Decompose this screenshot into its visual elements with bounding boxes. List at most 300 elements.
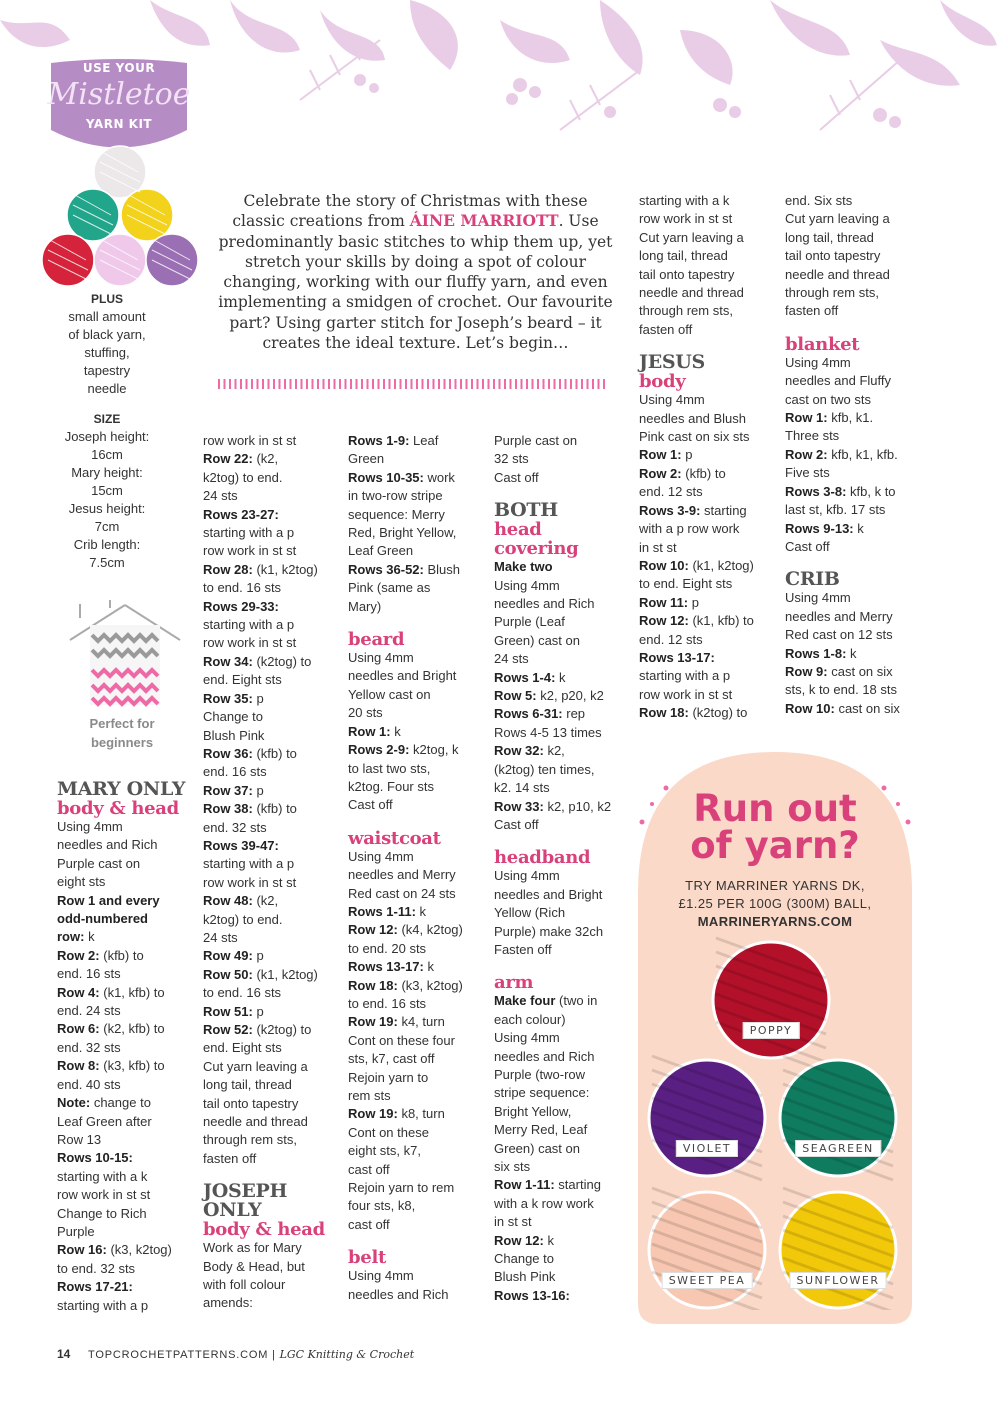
pattern-line: row work in st st xyxy=(203,433,297,448)
pattern-line: Cont on these four xyxy=(348,1032,455,1048)
pattern-line: Using 4mm xyxy=(639,392,705,408)
badge-top-text: USE YOUR xyxy=(82,61,156,75)
page-footer xyxy=(57,1347,414,1361)
row-instruction: starting xyxy=(554,1177,601,1193)
row-label: Rows 10-15: xyxy=(57,1150,133,1166)
row-label: Rows 13-17: xyxy=(348,959,424,975)
pattern-line xyxy=(785,700,925,718)
pattern-line: starting with a p xyxy=(639,668,731,684)
run-out-title-line: Run out xyxy=(693,787,857,830)
row-label: Rows 1-9: xyxy=(348,433,410,448)
pattern-line: 24 sts xyxy=(203,929,238,945)
pattern-line xyxy=(639,557,779,575)
pattern-line xyxy=(494,992,634,1010)
plus-line: of black yarn, xyxy=(68,327,146,342)
pattern-line: starting with a p xyxy=(203,525,295,541)
row-instruction: (k2tog) to xyxy=(252,1022,312,1037)
size-line: 16cm xyxy=(91,447,123,462)
pattern-line: end. 16 sts xyxy=(57,966,121,982)
row-label: Row 22: xyxy=(203,451,253,467)
spacer xyxy=(494,834,634,848)
row-instruction: k xyxy=(415,903,427,919)
size-line: Joseph height: xyxy=(64,429,150,444)
row-instruction: p xyxy=(681,447,693,463)
pattern-line xyxy=(203,800,343,818)
pattern-line: stripe sequence: xyxy=(494,1085,590,1101)
pattern-line xyxy=(203,947,343,965)
pattern-line: Change to xyxy=(203,709,263,725)
swatch-label: POPPY xyxy=(743,1022,800,1039)
row-label: Row 1: xyxy=(639,447,682,463)
size-line: 15cm xyxy=(91,483,123,498)
pattern-line xyxy=(494,558,634,576)
pattern-line: needles and Fluffy xyxy=(785,373,891,389)
pattern-line xyxy=(494,1176,634,1194)
row-instruction: (k2, kfb) to xyxy=(99,1021,165,1037)
pattern-line: needles and Rich xyxy=(57,837,158,853)
pattern-line: Pink cast on six sts xyxy=(639,429,750,445)
row-instruction: cast on six xyxy=(827,663,893,679)
pattern-line: Cont on these xyxy=(348,1124,429,1140)
row-label: Row 38: xyxy=(203,801,253,817)
pattern-line xyxy=(785,483,925,501)
pattern-line: needles and Blush xyxy=(639,410,746,426)
section-heading: arm xyxy=(494,972,534,994)
pattern-line: Red cast on 12 sts xyxy=(785,627,893,643)
row-label: Row 18: xyxy=(348,977,398,993)
intro-text: . Use predominantly basic stitches to whip them up, yet stretch your skills by doing a spot of colour changing, working with our fluffy yarn, and even implementing a smidgen of crochet. Our favourite part? Using garter stitch for Joseph’s beard – it creates the ideal texture. Let’s begin… xyxy=(218,212,613,353)
row-instruction: (two in xyxy=(555,993,598,1009)
section-heading: waistcoat xyxy=(348,827,441,849)
row-label: Row 12: xyxy=(494,1232,544,1248)
row-instruction: (kfb) to xyxy=(681,465,726,481)
pattern-line: eight sts xyxy=(57,874,106,890)
pattern-line: needle and thread xyxy=(203,1114,308,1130)
row-instruction: k4, turn xyxy=(397,1014,445,1030)
row-instruction: kfb, k to xyxy=(846,483,896,499)
row-instruction: (k2, xyxy=(252,893,279,909)
pattern-line: starting with a p xyxy=(203,617,295,633)
section-heading: MARY ONLY xyxy=(57,778,186,800)
spacer xyxy=(494,959,634,973)
pattern-line xyxy=(203,690,343,708)
pattern-line xyxy=(57,1241,197,1259)
marriner-url[interactable]: MARRINERYARNS.COM xyxy=(697,914,853,929)
pattern-line: through rem sts, xyxy=(785,285,879,301)
pattern-line: end. 40 sts xyxy=(57,1076,121,1092)
row-instruction: k xyxy=(423,959,434,975)
row-label: Rows 17-21: xyxy=(57,1279,133,1295)
pattern-line xyxy=(494,1232,634,1250)
pattern-line: sts, k to end. 18 sts xyxy=(785,682,897,698)
section-heading: body xyxy=(639,371,686,393)
run-out-subtitle xyxy=(638,877,912,931)
pattern-line xyxy=(203,450,343,468)
pattern-column-2 xyxy=(203,432,343,1313)
pattern-line xyxy=(785,645,925,663)
pattern-line: Using 4mm xyxy=(785,590,851,606)
pattern-line: needle and thread xyxy=(785,266,890,282)
swatch-label: VIOLET xyxy=(676,1140,738,1157)
section-heading: blanket xyxy=(785,333,860,355)
pattern-line: needles and Merry xyxy=(785,608,893,624)
row-instruction: (k3, k2tog) xyxy=(106,1242,172,1258)
run-out-sub-line: £1.25 PER 100G (300M) BALL, xyxy=(678,896,872,911)
row-instruction: (kfb) to xyxy=(252,745,297,761)
pattern-line: four sts, k8, xyxy=(348,1198,416,1214)
row-label: Rows 6-31: xyxy=(494,706,563,722)
pattern-line: Purple) make 32ch xyxy=(494,923,604,939)
row-label: Row 10: xyxy=(785,700,835,716)
pattern-line: Mary) xyxy=(348,598,382,614)
pattern-line: Green xyxy=(348,451,385,467)
row-instruction: k xyxy=(84,929,95,945)
pattern-line xyxy=(639,612,779,630)
pattern-column-1 xyxy=(57,780,197,1315)
pattern-line xyxy=(57,1057,197,1075)
pattern-line xyxy=(203,506,343,524)
row-label: Row 2: xyxy=(639,465,682,481)
pattern-line: to end. 16 sts xyxy=(203,985,282,1001)
pattern-line: Leaf Green after xyxy=(57,1113,152,1129)
pattern-line xyxy=(57,1094,197,1112)
pattern-line xyxy=(348,1105,488,1123)
row-label: Rows 1-8: xyxy=(785,645,847,661)
pattern-line: Cut yarn leaving a xyxy=(203,1058,308,1074)
row-instruction: (k3, kfb) to xyxy=(99,1058,165,1074)
section-heading: body & head xyxy=(57,798,179,819)
size-line: 7.5cm xyxy=(89,555,125,570)
pattern-line xyxy=(203,782,343,800)
pattern-line xyxy=(57,947,197,965)
pattern-line xyxy=(494,798,634,816)
row-label: Row 12: xyxy=(348,922,398,938)
section-heading: CRIB xyxy=(785,568,840,591)
pattern-line: Cast off xyxy=(785,538,830,554)
pattern-line: Purple xyxy=(57,1223,95,1239)
pattern-line: long tail, thread xyxy=(785,229,874,245)
section-heading: body & head xyxy=(203,1219,325,1241)
section-heading: JESUS xyxy=(639,351,705,374)
spacer xyxy=(348,815,488,829)
section-heading: beard xyxy=(348,629,405,651)
row-instruction: p xyxy=(252,1003,264,1019)
pattern-line: k2tog. Four sts xyxy=(348,778,434,794)
pattern-line: Body & Head, but xyxy=(203,1258,305,1274)
pattern-line: to end. 32 sts xyxy=(57,1260,136,1276)
row-label: Row 51: xyxy=(203,1003,253,1019)
row-label: Row 1-11: xyxy=(494,1177,555,1193)
intro-paragraph xyxy=(218,191,613,353)
pattern-line xyxy=(639,502,779,520)
row-label: Row 6: xyxy=(57,1021,100,1037)
pattern-line: Purple cast on xyxy=(57,855,141,871)
row-label: Row 37: xyxy=(203,782,253,798)
pattern-line: needles and Bright xyxy=(494,886,603,902)
section-heading: headband xyxy=(494,847,591,869)
row-instruction: k xyxy=(543,1232,554,1248)
pattern-line: (k2tog) ten times, xyxy=(494,761,595,777)
pattern-line: Green) cast on xyxy=(494,632,580,648)
pattern-line: cast off xyxy=(348,1216,390,1232)
row-instruction: k2tog, k xyxy=(409,742,459,758)
row-label: Row 1 and every xyxy=(57,892,160,908)
row-label: Rows 23-27: xyxy=(203,506,279,522)
pattern-line: Change to xyxy=(494,1251,554,1267)
row-instruction: kfb, k1. xyxy=(827,410,874,426)
pattern-line: Cast off xyxy=(494,469,539,485)
pattern-line: k2tog) to end. xyxy=(203,911,283,927)
row-label: Row 5: xyxy=(494,688,537,704)
row-label: Rows 2-9: xyxy=(348,742,410,758)
pattern-line xyxy=(348,977,488,995)
pattern-line: end. 32 sts xyxy=(57,1039,121,1055)
row-instruction: p xyxy=(688,594,699,610)
size-line: 7cm xyxy=(94,519,120,534)
pattern-line: tail onto tapestry xyxy=(639,266,735,282)
pattern-line: end. 16 sts xyxy=(203,764,267,780)
pattern-line: Using 4mm xyxy=(348,650,414,666)
pattern-line: Using 4mm xyxy=(348,848,414,864)
row-instruction: (kfb) to xyxy=(252,801,297,817)
pattern-line: eight sts, k7, xyxy=(348,1143,421,1159)
pattern-line: needle and thread xyxy=(639,285,744,301)
pattern-line xyxy=(348,741,488,759)
pattern-line: end. 24 sts xyxy=(57,1003,121,1019)
pattern-line xyxy=(203,1003,343,1021)
pattern-line: last st, kfb. 17 sts xyxy=(785,502,886,518)
row-instruction: (k1, kfb) to xyxy=(688,613,754,629)
row-label: Row 2: xyxy=(57,947,100,963)
pattern-line xyxy=(57,928,197,946)
row-instruction: k xyxy=(555,669,566,685)
pattern-column-5 xyxy=(639,192,779,723)
size-line: Jesus height: xyxy=(68,501,146,516)
pattern-line: cast off xyxy=(348,1161,390,1177)
pattern-line: Pink (same as xyxy=(348,580,431,596)
pattern-line: Using 4mm xyxy=(494,868,560,884)
pattern-line: end. 12 sts xyxy=(639,484,703,500)
perfect-line: Perfect for xyxy=(89,716,155,731)
row-label: Rows 13-17: xyxy=(639,649,715,665)
pattern-line: in st st xyxy=(639,539,677,555)
pattern-line: Work as for Mary xyxy=(203,1240,302,1256)
pattern-line xyxy=(57,1149,197,1167)
pattern-line xyxy=(203,966,343,984)
row-instruction: change to xyxy=(90,1095,151,1111)
run-out-title-line: of yarn? xyxy=(690,824,860,867)
row-label: Row 2: xyxy=(785,446,828,462)
row-label: Row 8: xyxy=(57,1058,100,1074)
pattern-line: tail onto tapestry xyxy=(203,1095,299,1111)
row-instruction: k2, xyxy=(543,743,565,759)
pattern-line: needles and Rich xyxy=(348,1286,449,1302)
pattern-line: through rem sts, xyxy=(639,303,733,319)
pattern-line: end. 12 sts xyxy=(639,631,703,647)
row-instruction: (k2tog) to xyxy=(252,653,312,669)
row-instruction: work xyxy=(423,469,455,485)
row-label: row: xyxy=(57,929,85,945)
yarn-balls-illustration xyxy=(40,140,200,300)
pattern-line xyxy=(203,892,343,910)
row-label: Rows 13-16: xyxy=(494,1287,570,1303)
size-line: Crib length: xyxy=(73,537,141,552)
pattern-line: Merry Red, Leaf xyxy=(494,1122,588,1138)
row-instruction: rep xyxy=(562,706,586,722)
badge-title: Mistletoe xyxy=(47,77,191,112)
pattern-line: long tail, thread xyxy=(639,248,728,264)
row-instruction: k xyxy=(846,645,857,661)
row-label: Row 35: xyxy=(203,690,253,706)
row-instruction: k2, p20, k2 xyxy=(536,688,604,704)
row-label: Row 12: xyxy=(639,613,689,629)
pattern-line: Purple (two-row xyxy=(494,1066,586,1082)
row-instruction: (k3, k2tog) xyxy=(397,977,463,993)
pattern-line: needles and Rich xyxy=(494,596,595,612)
pattern-line: with foll colour xyxy=(203,1277,286,1293)
size-line: Mary height: xyxy=(71,465,143,480)
pattern-line xyxy=(57,892,197,910)
pattern-line xyxy=(203,653,343,671)
swatch-label: SUNFLOWER xyxy=(790,1272,887,1289)
pattern-line: with a k row work xyxy=(494,1195,594,1211)
pattern-line: Bright Yellow, xyxy=(494,1103,572,1119)
pattern-line: Cut yarn leaving a xyxy=(639,229,744,245)
row-label: Row 34: xyxy=(203,653,253,669)
pattern-line: row work in st st xyxy=(639,211,733,227)
swatch-label: SWEET PEA xyxy=(662,1272,753,1289)
pattern-line: Using 4mm xyxy=(494,1030,560,1046)
pattern-line xyxy=(348,921,488,939)
pattern-line: starting with a k xyxy=(57,1168,148,1184)
row-label: Row 48: xyxy=(203,893,253,909)
pattern-line xyxy=(348,469,488,487)
row-label: Row 49: xyxy=(203,948,253,964)
row-instruction: (k2, xyxy=(252,451,279,467)
pattern-line xyxy=(494,669,634,687)
pattern-line xyxy=(639,465,779,483)
pattern-line xyxy=(57,984,197,1002)
row-label: Row 33: xyxy=(494,798,544,814)
intro-text: Celebrate the story of Christmas with these classic creations from xyxy=(232,192,588,231)
row-instruction: Leaf xyxy=(409,433,439,448)
pattern-line: Using 4mm xyxy=(494,577,560,593)
pattern-line: Cast off xyxy=(494,816,539,832)
row-label: Rows 29-33: xyxy=(203,598,279,614)
plus-line: small amount xyxy=(68,309,146,324)
pattern-line: end. Eight sts xyxy=(203,1040,282,1056)
pattern-line: needles and Merry xyxy=(348,867,456,883)
row-label: Rows 1-11: xyxy=(348,903,416,919)
pattern-line: rem sts xyxy=(348,1088,391,1103)
pattern-line xyxy=(203,837,343,855)
row-label: Rows 3-9: xyxy=(639,502,701,518)
row-label: Row 19: xyxy=(348,1014,398,1030)
pattern-line: sts, k7, cast off xyxy=(348,1051,435,1067)
row-instruction: (k1, k2tog) xyxy=(688,557,754,573)
row-instruction: (kfb) to xyxy=(99,947,144,963)
pattern-line: to end. 16 sts xyxy=(203,580,282,596)
plus-line: tapestry xyxy=(83,363,131,378)
pattern-line: Yellow (Rich xyxy=(494,905,566,921)
row-label: Row 16: xyxy=(57,1242,107,1258)
row-instruction: p xyxy=(252,782,264,798)
pattern-line: Purple cast on xyxy=(494,433,578,448)
pattern-line xyxy=(494,742,634,760)
pattern-line xyxy=(639,594,779,612)
perfect-for-beginners-label xyxy=(57,714,187,752)
pattern-line xyxy=(639,446,779,464)
row-instruction: k8, turn xyxy=(397,1106,445,1122)
pattern-line: Red, Bright Yellow, xyxy=(348,525,457,541)
pattern-line: 20 sts xyxy=(348,705,383,721)
size-heading: SIZE xyxy=(93,412,121,426)
pattern-line xyxy=(57,1020,197,1038)
pattern-line: 24 sts xyxy=(203,488,238,504)
pattern-line xyxy=(494,687,634,705)
run-out-title xyxy=(638,787,912,867)
pattern-column-3 xyxy=(348,432,488,1304)
row-label: Row 50: xyxy=(203,966,253,982)
section-heading: BOTH xyxy=(494,499,558,522)
footer-site: TOPCROCHETPATTERNS.COM | xyxy=(88,1349,276,1361)
pattern-line: Purple (Leaf xyxy=(494,614,565,630)
pattern-line: Blush Pink xyxy=(203,727,265,743)
pattern-line: end. 32 sts xyxy=(203,819,267,835)
row-label: Row 52: xyxy=(203,1022,253,1037)
author-name: ÁINE MARRIOTT xyxy=(409,211,559,231)
pattern-line: Yellow cast on xyxy=(348,686,431,702)
pattern-line: Red cast on 24 sts xyxy=(348,885,456,901)
row-instruction: k xyxy=(853,520,864,536)
pattern-line: Rejoin yarn to rem xyxy=(348,1180,455,1196)
row-label: Rows 39-47: xyxy=(203,837,279,853)
pattern-line: row work in st st xyxy=(203,543,297,559)
row-label: odd-numbered xyxy=(57,911,148,927)
pattern-line: fasten off xyxy=(785,303,839,319)
pattern-line xyxy=(348,723,488,741)
pattern-line: Using 4mm xyxy=(785,354,851,370)
row-instruction: (k2tog) to xyxy=(688,705,748,721)
run-out-sub-line: TRY MARRINER YARNS DK, xyxy=(685,878,865,893)
pattern-line xyxy=(785,409,925,427)
pattern-line: long tail, thread xyxy=(203,1077,292,1093)
pattern-line: row work in st st xyxy=(203,635,297,651)
row-label: Row 9: xyxy=(785,663,828,679)
dashed-divider xyxy=(218,378,606,390)
pattern-line xyxy=(203,598,343,616)
pattern-column-4 xyxy=(494,432,634,1305)
row-instruction: (k4, k2tog) xyxy=(397,922,463,938)
plus-line: stuffing, xyxy=(84,345,130,360)
pattern-line xyxy=(348,958,488,976)
row-label: Rows 10-35: xyxy=(348,469,424,485)
pattern-line: Using 4mm xyxy=(348,1268,414,1284)
spacer xyxy=(348,1234,488,1248)
pattern-line xyxy=(348,432,488,450)
pattern-line: Fasten off xyxy=(494,941,552,957)
pattern-line: with a p row work xyxy=(639,521,740,537)
pattern-line: Cast off xyxy=(348,797,393,813)
pattern-line: each colour) xyxy=(494,1011,566,1027)
pattern-line xyxy=(639,704,779,722)
materials-sidebar xyxy=(57,290,157,572)
pattern-line xyxy=(639,649,779,667)
pattern-line xyxy=(57,910,197,928)
pattern-line: 32 sts xyxy=(494,451,529,467)
row-instruction: (k1, k2tog) xyxy=(252,561,318,577)
page-number: 14 xyxy=(57,1347,71,1361)
